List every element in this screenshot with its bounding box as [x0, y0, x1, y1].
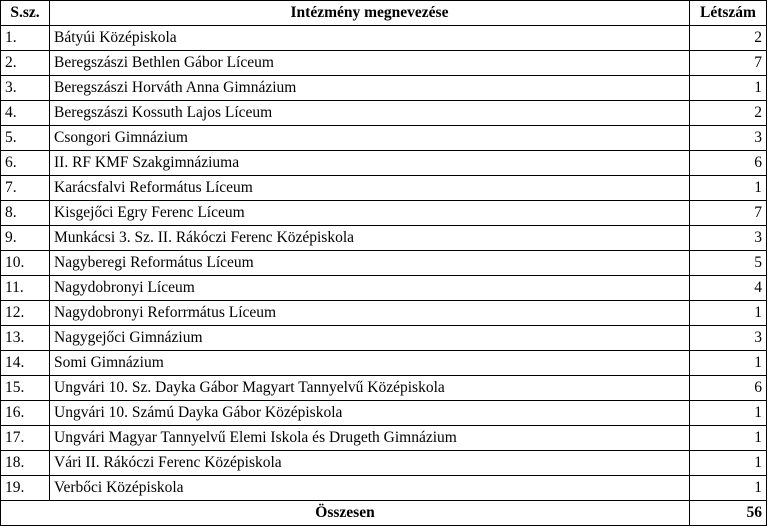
- row-serial-number: 14.: [1, 351, 50, 376]
- row-institution-name: Nagyberegi Református Líceum: [50, 251, 690, 276]
- row-institution-name: Ungvári 10. Sz. Dayka Gábor Magyart Tannyelvű Középiskola: [50, 376, 690, 401]
- row-headcount: 4: [690, 276, 767, 301]
- table-row: [1, 376, 767, 401]
- header-institution-name: Intézmény megnevezése: [50, 1, 690, 26]
- row-headcount: 1: [690, 351, 767, 376]
- row-headcount: 7: [690, 51, 767, 76]
- table-row: [1, 176, 767, 201]
- row-serial-number: 8.: [1, 201, 50, 226]
- table-row: [1, 51, 767, 76]
- row-institution-name: Munkácsi 3. Sz. II. Rákóczi Ferenc Középiskola: [50, 226, 690, 251]
- row-serial-number: 2.: [1, 51, 50, 76]
- table-row: [1, 151, 767, 176]
- table-row: [1, 226, 767, 251]
- header-row: [1, 1, 767, 26]
- row-institution-name: Kisgejőci Egry Ferenc Líceum: [50, 201, 690, 226]
- row-headcount: 6: [690, 151, 767, 176]
- total-count: 56: [690, 501, 767, 526]
- row-serial-number: 13.: [1, 326, 50, 351]
- table-row: [1, 451, 767, 476]
- row-institution-name: Beregszászi Kossuth Lajos Líceum: [50, 101, 690, 126]
- row-serial-number: 1.: [1, 26, 50, 51]
- row-serial-number: 16.: [1, 401, 50, 426]
- row-headcount: 1: [690, 76, 767, 101]
- table-row: [1, 476, 767, 501]
- row-institution-name: Nagydobronyi Líceum: [50, 276, 690, 301]
- table-body: [1, 26, 767, 501]
- table-row: [1, 301, 767, 326]
- row-headcount: 1: [690, 176, 767, 201]
- header-headcount: Létszám: [690, 1, 767, 26]
- row-institution-name: Csongori Gimnázium: [50, 126, 690, 151]
- row-headcount: 1: [690, 451, 767, 476]
- row-serial-number: 6.: [1, 151, 50, 176]
- row-headcount: 3: [690, 226, 767, 251]
- row-headcount: 2: [690, 26, 767, 51]
- row-serial-number: 11.: [1, 276, 50, 301]
- row-headcount: 2: [690, 101, 767, 126]
- row-headcount: 1: [690, 301, 767, 326]
- table-row: [1, 351, 767, 376]
- row-serial-number: 12.: [1, 301, 50, 326]
- row-institution-name: Nagydobronyi Reforrmátus Líceum: [50, 301, 690, 326]
- table-row: [1, 101, 767, 126]
- row-headcount: 3: [690, 326, 767, 351]
- row-serial-number: 4.: [1, 101, 50, 126]
- table-row: [1, 76, 767, 101]
- row-serial-number: 3.: [1, 76, 50, 101]
- row-institution-name: Ungvári 10. Számú Dayka Gábor Középiskola: [50, 401, 690, 426]
- row-headcount: 1: [690, 476, 767, 501]
- table-row: [1, 251, 767, 276]
- row-institution-name: II. RF KMF Szakgimnáziuma: [50, 151, 690, 176]
- row-institution-name: Vári II. Rákóczi Ferenc Középiskola: [50, 451, 690, 476]
- table-row: [1, 26, 767, 51]
- table-row: [1, 276, 767, 301]
- row-serial-number: 5.: [1, 126, 50, 151]
- row-headcount: 6: [690, 376, 767, 401]
- table-row: [1, 326, 767, 351]
- table-row: [1, 426, 767, 451]
- row-institution-name: Beregszászi Horváth Anna Gimnázium: [50, 76, 690, 101]
- row-serial-number: 10.: [1, 251, 50, 276]
- table-row: [1, 401, 767, 426]
- row-institution-name: Beregszászi Bethlen Gábor Líceum: [50, 51, 690, 76]
- row-headcount: 1: [690, 426, 767, 451]
- row-serial-number: 17.: [1, 426, 50, 451]
- row-serial-number: 18.: [1, 451, 50, 476]
- total-row: [1, 501, 767, 526]
- row-headcount: 3: [690, 126, 767, 151]
- row-serial-number: 15.: [1, 376, 50, 401]
- row-serial-number: 7.: [1, 176, 50, 201]
- total-label: Összesen: [1, 501, 690, 526]
- row-headcount: 1: [690, 401, 767, 426]
- row-institution-name: Somi Gimnázium: [50, 351, 690, 376]
- row-headcount: 5: [690, 251, 767, 276]
- table-row: [1, 201, 767, 226]
- row-serial-number: 19.: [1, 476, 50, 501]
- row-institution-name: Verbőci Középiskola: [50, 476, 690, 501]
- row-institution-name: Nagygejőci Gimnázium: [50, 326, 690, 351]
- row-institution-name: Bátyúi Középiskola: [50, 26, 690, 51]
- row-headcount: 7: [690, 201, 767, 226]
- header-serial-number: S.sz.: [1, 1, 50, 26]
- row-institution-name: Karácsfalvi Református Líceum: [50, 176, 690, 201]
- table-row: [1, 126, 767, 151]
- row-serial-number: 9.: [1, 226, 50, 251]
- row-institution-name: Ungvári Magyar Tannyelvű Elemi Iskola és Drugeth Gimnázium: [50, 426, 690, 451]
